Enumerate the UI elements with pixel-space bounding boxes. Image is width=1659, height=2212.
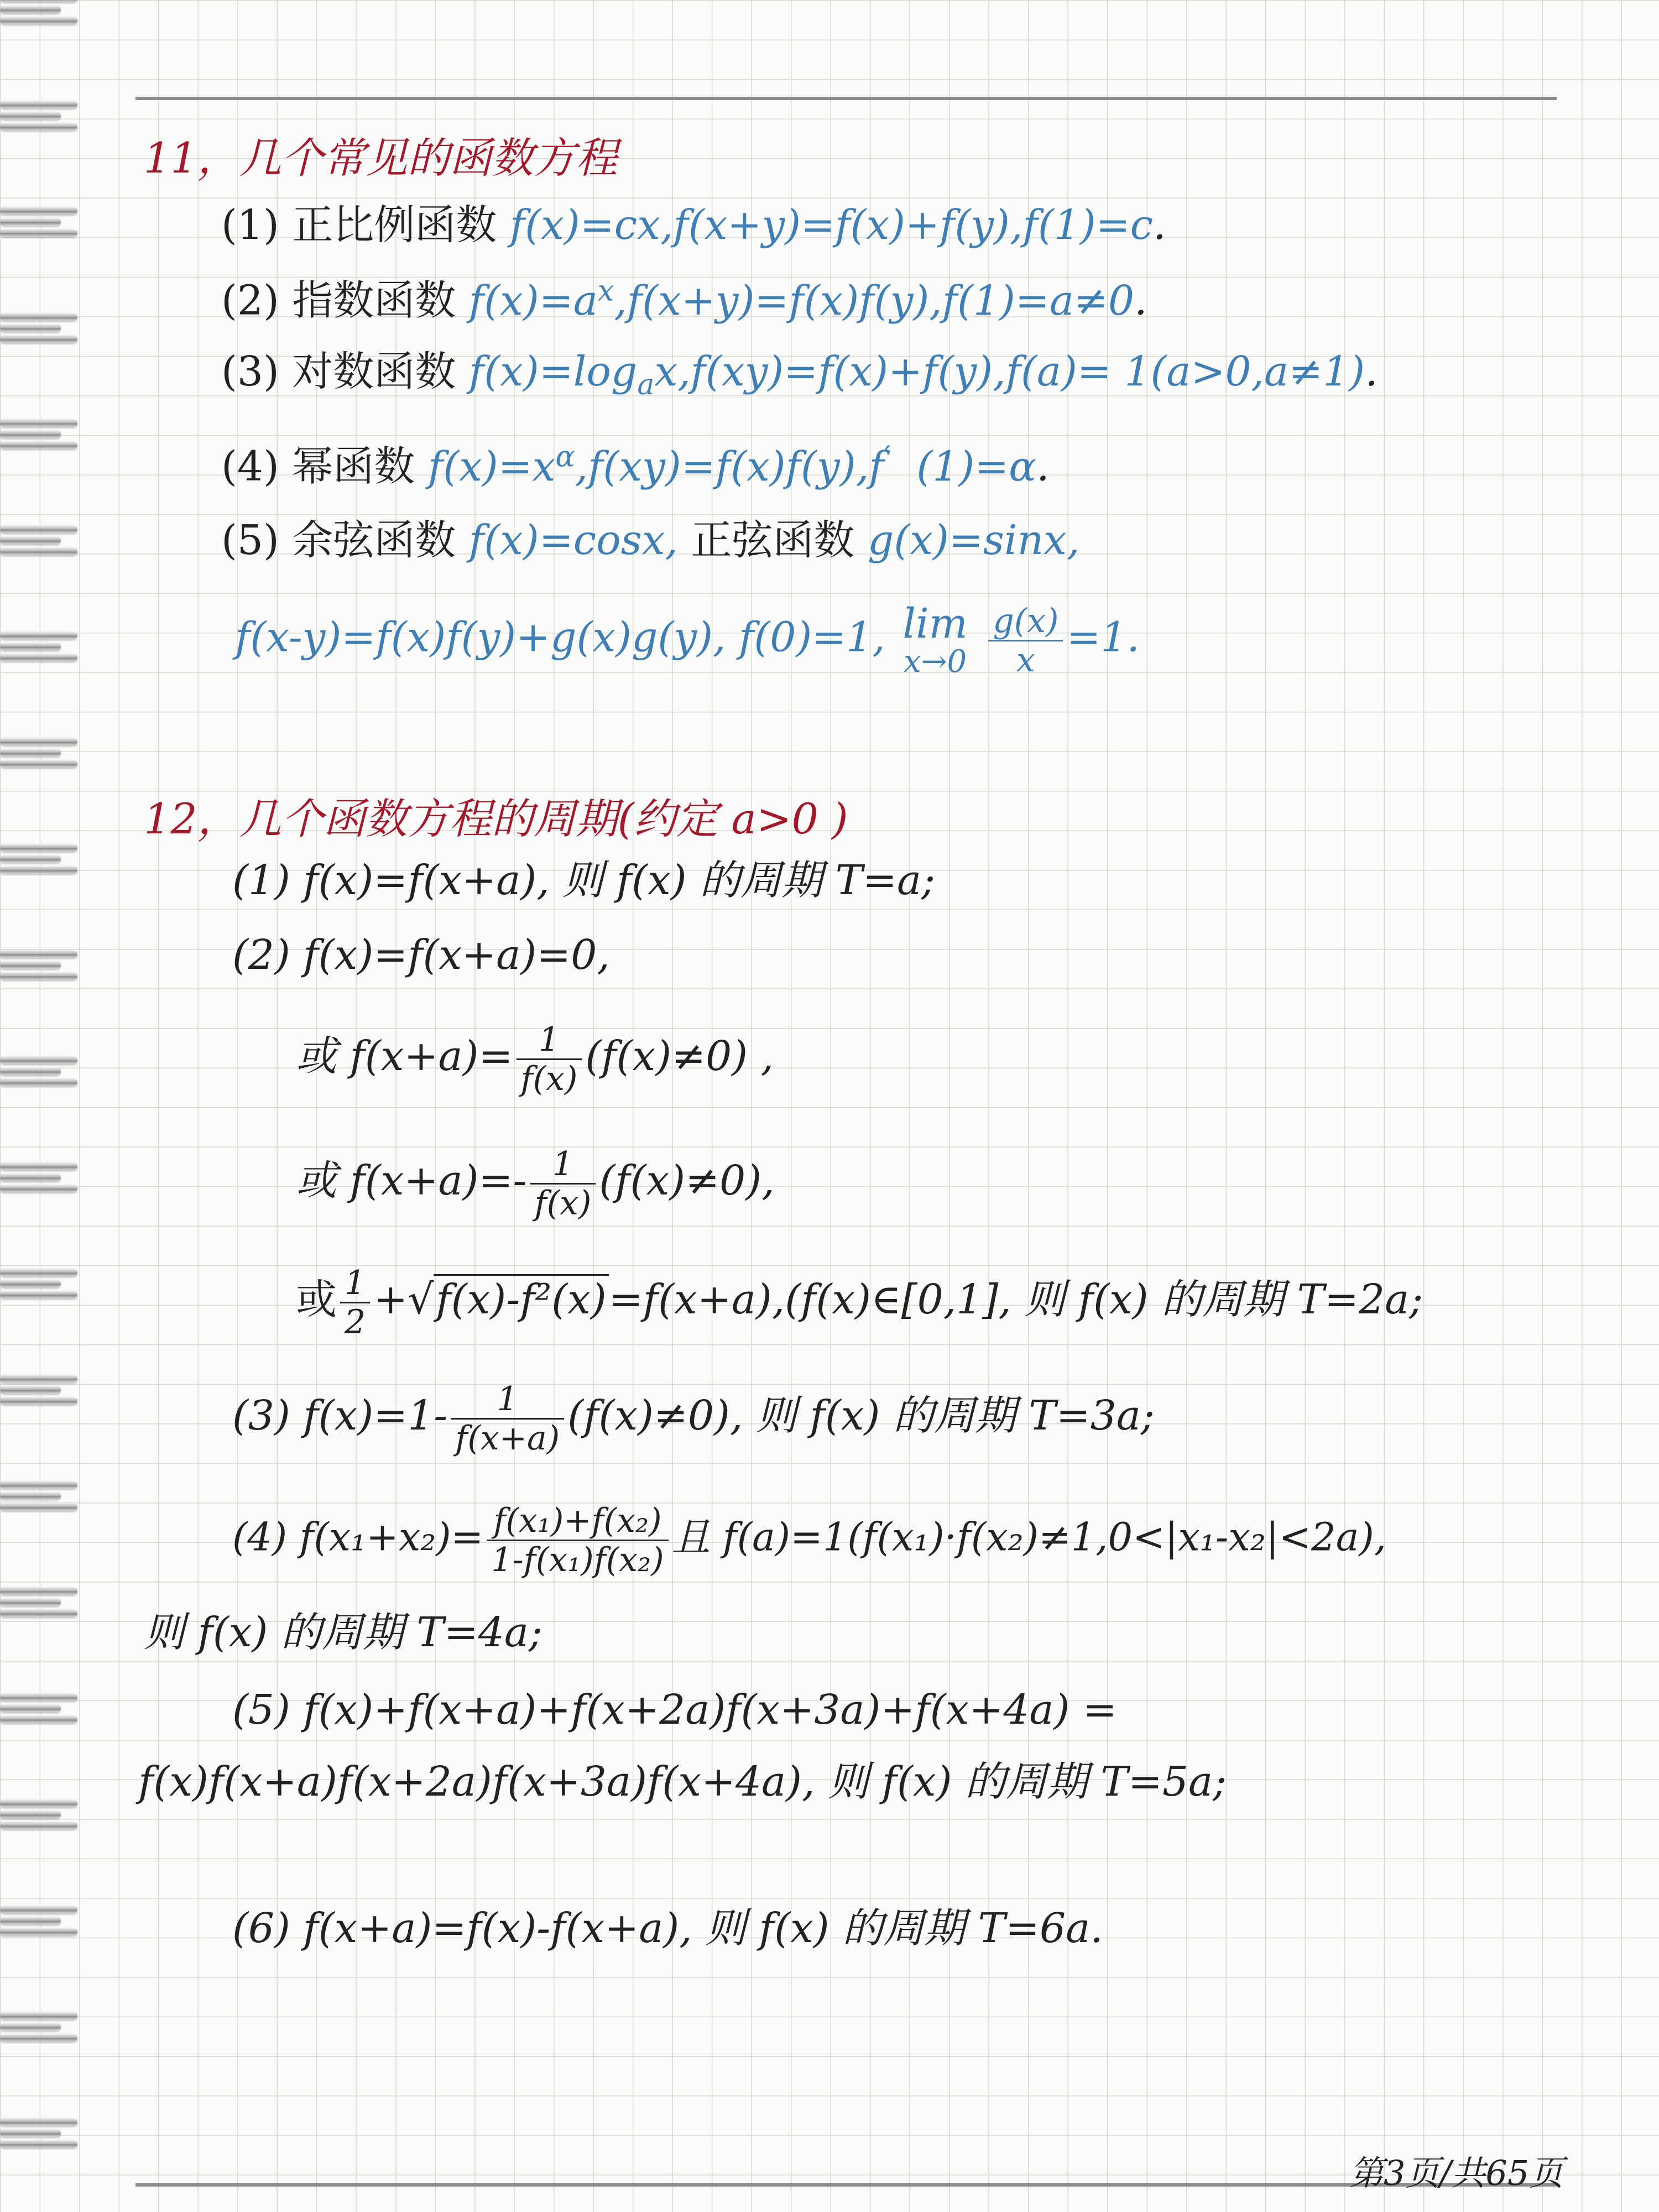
item-label: (5) 余弦函数 [221, 517, 456, 564]
ring-wire [0, 1185, 77, 1192]
ring-wire [0, 1162, 77, 1170]
fraction [487, 1501, 668, 1579]
item-11-2 [221, 274, 1147, 325]
binding-ring [0, 313, 83, 346]
ring-wire [0, 430, 61, 438]
fraction [988, 601, 1063, 680]
formula-part: ,f(xy)=f(x)f(y),f [575, 442, 884, 491]
ring-wire [0, 536, 61, 544]
binding-ring [0, 1799, 83, 1833]
ring-wire [0, 335, 77, 343]
bottom-rule [135, 2183, 1557, 2187]
binding-ring [0, 525, 83, 559]
ring-wire [0, 1173, 61, 1181]
numerator: 1 [530, 1147, 596, 1185]
numerator: 1 [340, 1266, 370, 1303]
ring-wire [0, 1375, 77, 1383]
spiral-binding [0, 0, 88, 2212]
denominator: 2 [345, 1303, 366, 1342]
binding-ring [0, 738, 83, 771]
ring-wire [0, 1704, 61, 1712]
item-12-6: (6) f(x+a)=f(x)-f(x+a), 则 f(x) 的周期 T=6a. [232, 1905, 1103, 1952]
ring-wire [0, 1609, 77, 1617]
superscript: α [555, 440, 575, 473]
binding-ring [0, 1269, 83, 1302]
ring-wire [0, 632, 77, 639]
binding-ring [0, 1481, 83, 1514]
formula-part: ,f(x+y)=f(x)f(y),f(1)=a≠0 [614, 276, 1135, 325]
ring-wire [0, 0, 77, 2]
ring-wire [0, 760, 77, 768]
binding-ring [0, 844, 83, 877]
binding-ring [0, 1906, 83, 1939]
binding-ring [0, 1587, 83, 1620]
formula: f(x-y)=f(x)f(y)+g(x)g(y), f(0)=1, [235, 613, 885, 661]
ring-wire [0, 1078, 77, 1086]
ring-wire [0, 17, 77, 24]
formula-post: (f(x)≠0), [599, 1156, 775, 1204]
ring-wire [0, 229, 77, 237]
ring-wire [0, 1917, 61, 1924]
formula: f(x)=cosx, [468, 517, 678, 564]
formula-post: 且 f(a)=1(f(x₁)·f(x₂)≠1,0<|x₁-x₂|<2a), [671, 1514, 1387, 1560]
ring-wire [0, 2140, 77, 2148]
formula-part: (1)=α [916, 442, 1037, 491]
item-label: (4) 幂函数 [221, 442, 415, 491]
ring-wire [0, 1269, 77, 1276]
formula-tail: =1. [1066, 613, 1140, 661]
item-12-5-continued: f(x)f(x+a)f(x+2a)f(x+3a)f(x+4a), 则 f(x) 的周期 T=5a; [138, 1758, 1227, 1806]
item-12-3 [232, 1380, 1155, 1458]
ring-wire [0, 654, 77, 661]
denominator: f(x+a) [455, 1419, 560, 1458]
binding-ring [0, 950, 83, 983]
item-11-3 [221, 348, 1378, 401]
ring-wire [0, 2129, 61, 2137]
item-label: (3) 对数函数 [221, 348, 456, 395]
top-rule [135, 97, 1557, 100]
ring-wire [0, 2012, 77, 2020]
fraction [517, 1020, 582, 1098]
ring-wire [0, 2118, 77, 2126]
ring-wire [0, 1386, 61, 1394]
fraction [340, 1264, 370, 1342]
formula: f(x)=cx,f(x+y)=f(x)+f(y),f(1)=c [509, 201, 1154, 249]
binding-ring [0, 2118, 83, 2151]
ring-wire [0, 2023, 61, 2031]
denominator: 1-f(x₁)f(x₂) [491, 1541, 664, 1579]
formula-part: f(x)=a [468, 276, 598, 325]
binding-ring [0, 101, 83, 134]
section-11-heading: 11，几个常见的函数方程 [144, 133, 618, 182]
binding-ring [0, 207, 83, 240]
page-number: 第3页/共65页 [1349, 2153, 1564, 2193]
numerator: 1 [517, 1023, 582, 1060]
numerator: f(x₁)+f(x₂) [487, 1504, 668, 1541]
formula-part: x,f(xy)=f(x)+f(y),f(a)= 1(a>0,a≠1) [654, 348, 1365, 395]
item-12-4 [232, 1501, 1387, 1579]
formula-pre: (4) f(x₁+x₂)= [232, 1514, 484, 1560]
formula-post: (f(x)≠0), 则 f(x) 的周期 T=3a; [567, 1391, 1155, 1439]
lim-word: lim [902, 600, 968, 648]
item-12-2-option-1 [296, 1020, 774, 1098]
ring-wire [0, 1067, 61, 1075]
fraction [451, 1380, 564, 1458]
item-label: (1) 正比例函数 [221, 201, 497, 249]
formula-part: f(x)=x [427, 442, 556, 491]
item-11-5 [221, 517, 1080, 564]
ring-wire [0, 1056, 77, 1064]
sqrt-sign: +√ [373, 1275, 434, 1323]
ring-wire [0, 1481, 77, 1489]
ring-wire [0, 1693, 77, 1701]
item-11-4 [221, 440, 1050, 491]
ring-wire [0, 844, 77, 852]
item-11-1 [221, 201, 1166, 249]
formula [468, 348, 1365, 401]
binding-ring [0, 0, 83, 28]
ring-wire [0, 738, 77, 745]
subscript: a [637, 368, 655, 401]
item-11-5-continued [235, 600, 1140, 680]
ring-wire [0, 207, 77, 215]
formula-pre: 或 f(x+a)= [296, 1032, 513, 1080]
ring-wire [0, 1715, 77, 1723]
ring-wire [0, 1906, 77, 1913]
ring-wire [0, 866, 77, 874]
ring-wire [0, 1811, 61, 1818]
formula-post: =f(x+a),(f(x)∈[0,1], 则 f(x) 的周期 T=2a; [608, 1275, 1423, 1323]
ring-wire [0, 441, 77, 449]
ring-wire [0, 643, 61, 650]
period: . [1153, 201, 1166, 249]
ring-wire [0, 525, 77, 533]
ring-wire [0, 112, 61, 119]
ring-wire [0, 1291, 77, 1298]
radicand: f(x)-f²(x) [434, 1274, 608, 1323]
ring-wire [0, 961, 61, 969]
ring-wire [0, 1799, 77, 1807]
binding-ring [0, 419, 83, 452]
period: . [1036, 442, 1050, 491]
numerator: g(x) [988, 604, 1063, 641]
ring-wire [0, 218, 61, 226]
section-12-heading: 12，几个函数方程的周期(约定 a>0 ) [144, 794, 848, 843]
ring-wire [0, 2034, 77, 2042]
formula-pre: 或 f(x+a)=- [296, 1156, 527, 1204]
ring-wire [0, 6, 61, 13]
denominator: f(x) [534, 1184, 592, 1223]
formula [427, 440, 1037, 491]
item-label-2: 正弦函数 [691, 517, 855, 564]
ring-wire [0, 1928, 77, 1936]
ring-wire [0, 950, 77, 958]
ring-wire [0, 419, 77, 427]
lim-subscript: x→0 [904, 643, 967, 680]
numerator: 1 [451, 1383, 564, 1420]
ring-wire [0, 749, 61, 757]
ring-wire [0, 972, 77, 980]
formula-post: (f(x)≠0) , [585, 1032, 774, 1080]
formula-part: f(x)=log [468, 348, 638, 395]
ring-wire [0, 313, 77, 321]
denominator: f(x) [520, 1060, 578, 1098]
formula-pre: (3) f(x)=1- [232, 1391, 448, 1439]
ring-wire [0, 855, 61, 863]
binding-ring [0, 2012, 83, 2045]
binding-ring [0, 1162, 83, 1196]
ring-wire [0, 123, 77, 131]
ring-wire [0, 1822, 77, 1829]
formula [468, 274, 1135, 325]
ring-wire [0, 1587, 77, 1595]
limit [902, 600, 968, 680]
formula-pre: 或 [296, 1275, 337, 1323]
period: . [1134, 276, 1147, 325]
item-12-2: (2) f(x)=f(x+a)=0, [232, 931, 610, 979]
ring-wire [0, 547, 77, 555]
binding-ring [0, 1056, 83, 1089]
ring-wire [0, 1503, 77, 1511]
item-12-1: (1) f(x)=f(x+a), 则 f(x) 的周期 T=a; [232, 857, 936, 904]
item-12-2-option-3 [296, 1264, 1423, 1342]
denominator: x [1016, 640, 1035, 680]
ring-wire [0, 1492, 61, 1500]
formula-2: g(x)=sinx, [868, 517, 1080, 564]
period: . [1365, 348, 1378, 395]
ring-wire [0, 1280, 61, 1287]
ring-wire [0, 101, 77, 108]
binding-ring [0, 1693, 83, 1726]
item-12-2-option-2 [296, 1145, 775, 1223]
fraction [530, 1145, 596, 1223]
binding-ring [0, 1375, 83, 1408]
ring-wire [0, 1397, 77, 1405]
superscript: x [597, 274, 614, 307]
ring-wire [0, 324, 61, 332]
ring-wire [0, 1598, 61, 1606]
item-label: (2) 指数函数 [221, 276, 456, 325]
item-12-5: (5) f(x)+f(x+a)+f(x+2a)f(x+3a)+f(x+4a) = [232, 1686, 1117, 1734]
item-12-4-result: 则 f(x) 的周期 T=4a; [144, 1609, 542, 1656]
binding-ring [0, 632, 83, 665]
prime-mark: ′ [884, 440, 891, 473]
